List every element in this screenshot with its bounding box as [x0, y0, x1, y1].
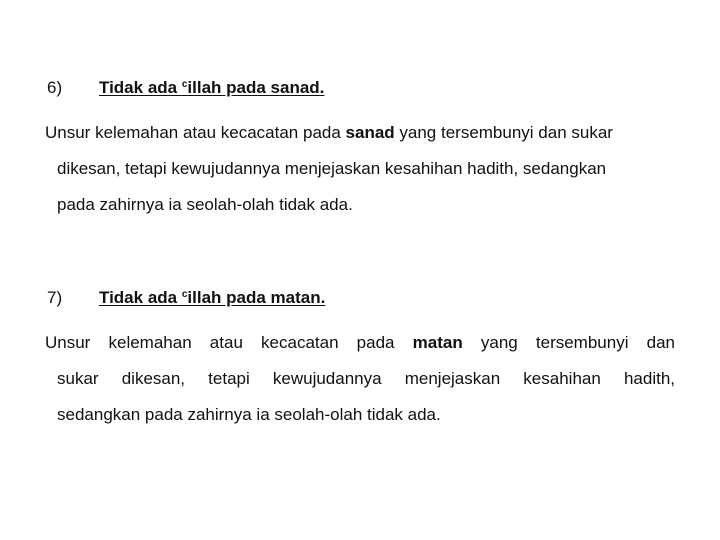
text-run: Unsur kelemahan atau kecacatan pada	[45, 123, 346, 142]
text-run: yang tersembunyi dan sukar	[394, 123, 613, 142]
title-superscript: c	[181, 79, 188, 90]
paragraph-line	[45, 115, 675, 151]
heading-6	[47, 78, 324, 98]
paragraph-line: sukar dikesan, tetapi kewujudannya menjejaskan kesahihan hadith,	[57, 369, 675, 388]
item-title	[99, 78, 324, 97]
paragraph-line	[45, 325, 675, 361]
title-text: Tidak ada	[99, 78, 182, 97]
title-text: illah pada matan.	[187, 288, 326, 307]
title-text: illah pada sanad.	[187, 78, 325, 97]
paragraph-line: pada zahirnya ia seolah-olah tidak ada.	[57, 195, 353, 214]
text-run: yang tersembunyi dan	[462, 333, 675, 352]
item-title	[99, 288, 325, 307]
title-text: Tidak ada	[99, 288, 182, 307]
paragraph-line: dikesan, tetapi kewujudannya menjejaskan kesahihan hadith, sedangkan	[57, 159, 607, 178]
item-number: 7)	[47, 288, 63, 307]
title-superscript: c	[181, 289, 188, 300]
paragraph-7	[45, 325, 675, 433]
item-number: 6)	[47, 78, 63, 97]
heading-7	[47, 288, 325, 308]
paragraph-line: sedangkan pada zahirnya ia seolah-olah tidak ada.	[57, 405, 441, 424]
paragraph-6	[45, 115, 675, 223]
bold-term: matan	[412, 333, 463, 352]
bold-term: sanad	[345, 123, 395, 142]
text-run: Unsur kelemahan atau kecacatan pada	[45, 333, 413, 352]
